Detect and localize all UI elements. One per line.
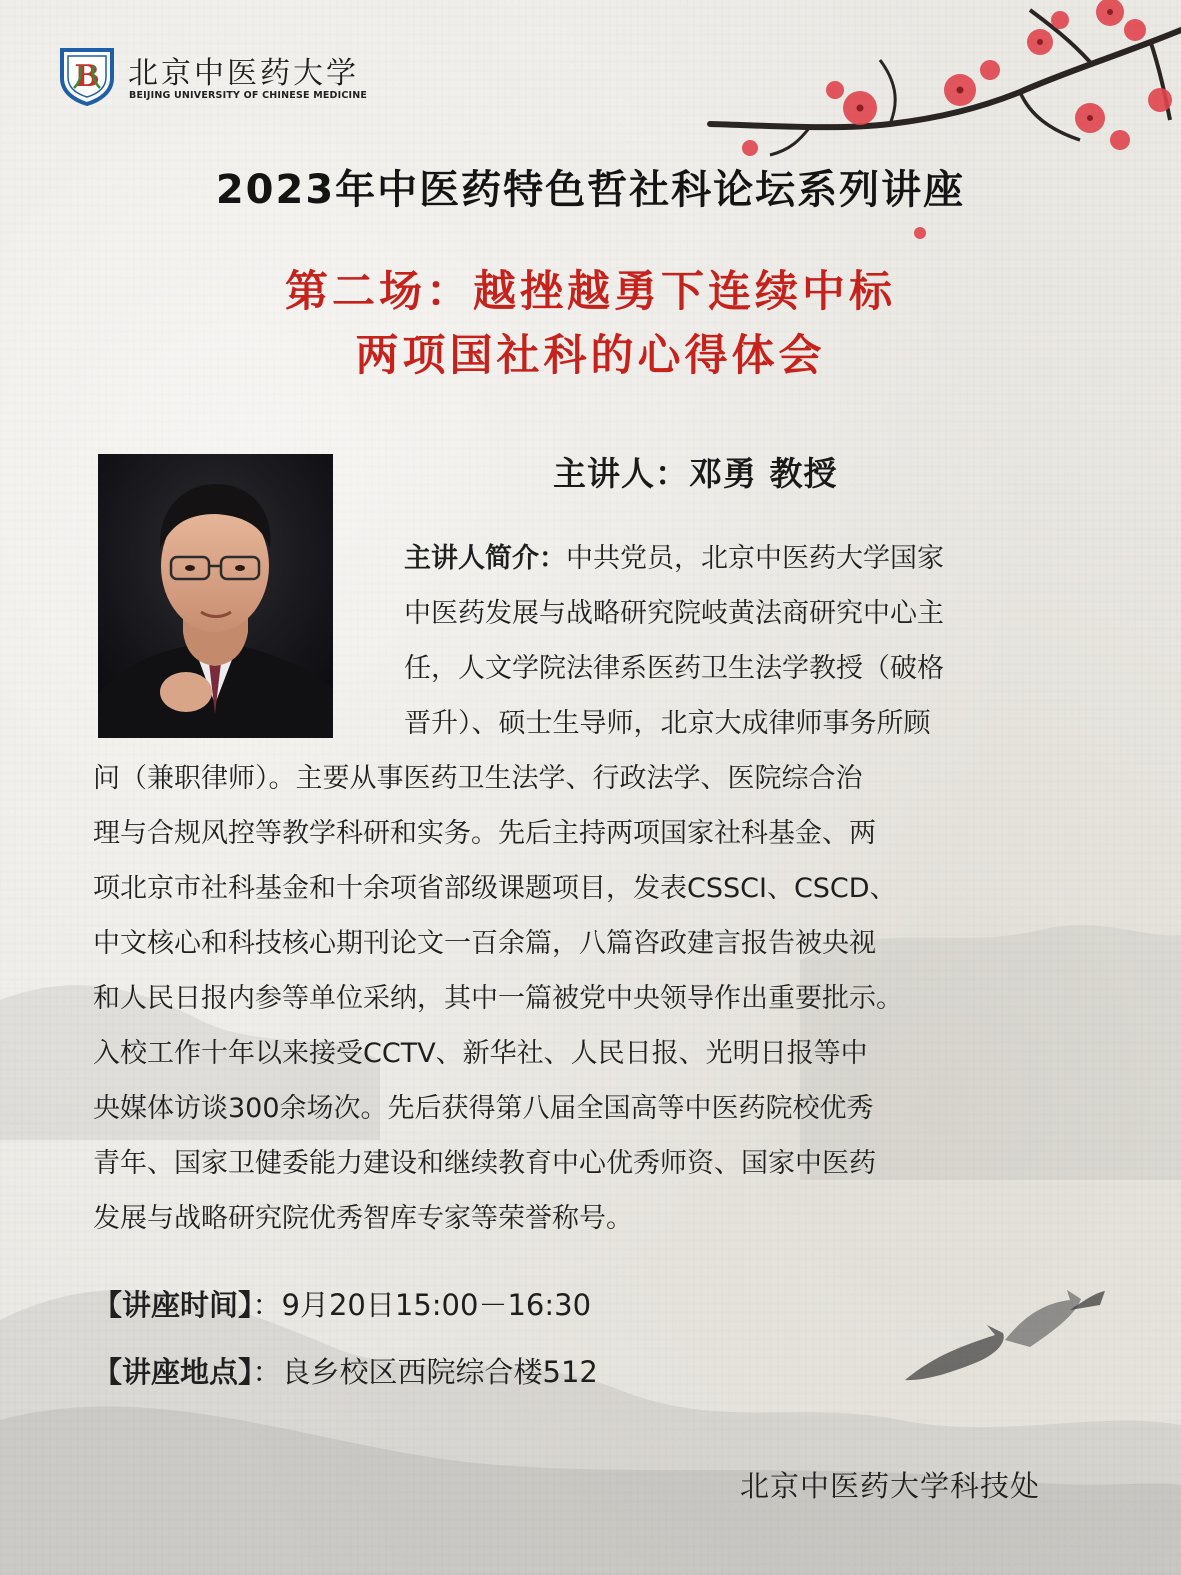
speaker-name: 主讲人：邓勇 教授	[553, 454, 838, 493]
series-title: 2023年中医药特色哲社科论坛系列讲座	[215, 167, 966, 213]
bio-line: 和人民日报内参等单位采纳，其中一篇被党中央领导作出重要批示。	[93, 983, 903, 1014]
bio-line-1-text: 中共党员，北京中医药大学国家	[566, 543, 944, 574]
lecture-time	[93, 1283, 591, 1324]
svg-text:B: B	[74, 59, 100, 94]
bio-line: 晋升）、硕士生导师，北京大成律师事务所顾	[404, 708, 931, 739]
bio-line: 理与合规风控等教学科研和实务。先后主持两项国家社科基金、两	[93, 818, 876, 849]
organizer: 北京中医药大学科技处	[740, 1469, 1041, 1503]
bio-line: 央媒体访谈300余场次。先后获得第八届全国高等中医药院校优秀	[93, 1093, 874, 1124]
koi-fish-decoration	[895, 1285, 1115, 1405]
lecture-place	[93, 1350, 598, 1391]
bio-line: 发展与战略研究院优秀智库专家等荣誉称号。	[93, 1203, 633, 1234]
university-name-cn: 北京中医药大学	[128, 56, 359, 91]
speaker-bio-intro	[404, 531, 944, 751]
lecture-place-label: 【讲座地点】	[93, 1355, 253, 1389]
university-name-en: BEIJING UNIVERSITY OF CHINESE MEDICINE	[129, 90, 368, 101]
bio-line: 青年、国家卫健委能力建设和继续教育中心优秀师资、国家中医药	[93, 1148, 876, 1179]
bio-line: 中医药发展与战略研究院岐黄法商研究中心主	[404, 598, 944, 629]
speaker-bio-body	[93, 751, 903, 1246]
bio-line: 项北京市社科基金和十余项省部级课题项目，发表CSSCI、CSCD、	[93, 873, 897, 904]
bio-line: 任，人文学院法律系医药卫生法学教授（破格	[404, 653, 944, 684]
lecture-time-value: ：9月20日15:00－16:30	[252, 1288, 592, 1322]
bio-first-line	[404, 531, 944, 586]
bio-label: 主讲人简介：	[404, 543, 566, 574]
university-emblem-icon	[56, 44, 118, 106]
lecture-place-value: ：良乡校区西院综合楼512	[252, 1355, 598, 1389]
lecture-title-line1: 第二场：越挫越勇下连续中标	[285, 267, 896, 317]
lecture-time-label: 【讲座时间】	[93, 1288, 253, 1322]
bio-line: 问（兼职律师）。主要从事医药卫生法学、行政法学、医院综合治	[93, 763, 863, 794]
bio-line: 中文核心和科技核心期刊论文一百余篇，八篇咨政建言报告被央视	[93, 928, 876, 959]
bio-line: 入校工作十年以来接受CCTV、新华社、人民日报、光明日报等中	[93, 1038, 868, 1069]
speaker-photo	[98, 454, 333, 738]
lecture-title-line2: 两项国社科的心得体会	[355, 331, 826, 381]
